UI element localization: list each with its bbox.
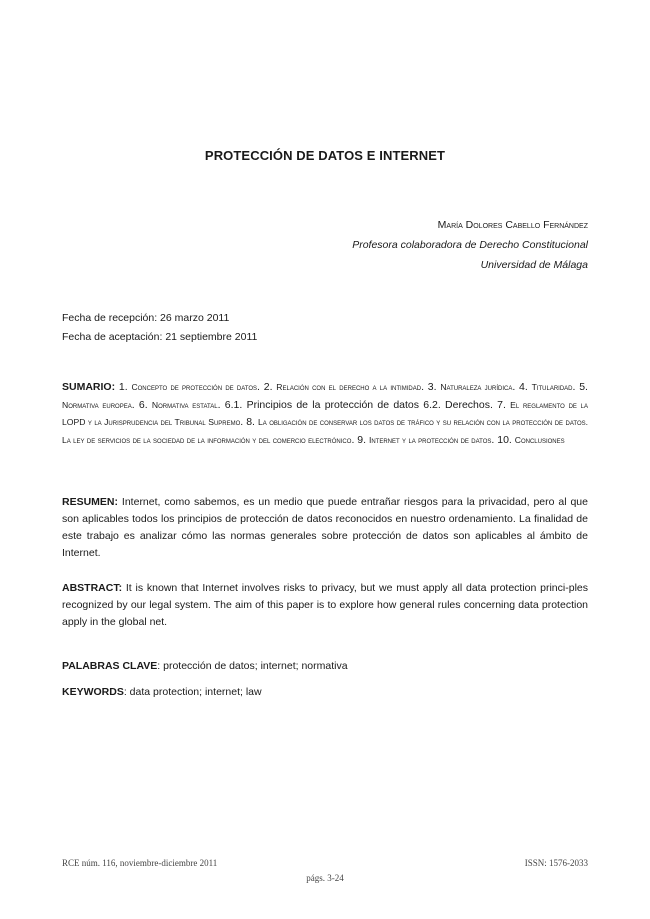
accepted-date: Fecha de aceptación: 21 septiembre 2011 — [62, 331, 258, 343]
author-position: Profesora colaboradora de Derecho Constitucional — [352, 239, 588, 251]
sumario-paragraph — [62, 379, 588, 449]
sumario-text: . 8. — [240, 416, 258, 428]
sumario-text: . 6.1. Principios de la protección de datos 6.2. Derechos. 7. — [217, 398, 511, 411]
keywords-line — [62, 686, 262, 698]
sumario-text: . 4. — [512, 381, 532, 393]
sumario-text: . 6. — [131, 398, 152, 411]
sumario-section: Conclusiones — [514, 434, 565, 445]
author-name: María Dolores Cabello Fernández — [437, 219, 588, 231]
sumario-section: El reglamento de la LOPD y la Jurisprudencia del Tribunal Supremo — [62, 399, 588, 427]
abstract-label: ABSTRACT: — [62, 582, 123, 594]
paper-title: PROTECCIÓN DE DATOS E INTERNET — [204, 148, 446, 163]
abstract-paragraph — [62, 580, 588, 631]
footer-issn: ISSN: 1576-2033 — [524, 858, 588, 868]
keywords-text: : data protection; internet; law — [123, 686, 262, 698]
sumario-section: Normativa estatal — [151, 399, 218, 410]
dates-block — [62, 309, 257, 347]
author-block — [352, 215, 588, 275]
palabras-clave-label: PALABRAS CLAVE — [62, 660, 158, 672]
sumario-section: Internet y la protección de datos — [368, 434, 492, 445]
sumario-text: . 10. — [491, 433, 515, 446]
abstract-text: It is known that Internet involves risks to privacy, but we must apply all data protection princi-ples recognized by our legal system. The aim of this paper is to explore how general rules concerning data protection apply in the global net. — [62, 582, 588, 628]
sumario-section: Normativa europea — [62, 399, 132, 410]
footer-pages: págs. 3-24 — [306, 873, 344, 883]
sumario-text: . 3. — [421, 381, 441, 393]
palabras-clave-line — [62, 660, 348, 672]
palabras-clave-text: : protección de datos; internet; normativa — [157, 660, 348, 672]
sumario-section: Titularidad — [531, 382, 573, 392]
author-institution: Universidad de Málaga — [480, 259, 588, 271]
sumario-text: 1. — [115, 381, 132, 393]
resumen-label: RESUMEN: — [62, 496, 119, 508]
footer-journal: RCE núm. 116, noviembre-diciembre 2011 — [62, 858, 218, 868]
sumario-section: La obligación de conservar los datos de tráfico y su relación con la protección de datos. La ley de servicios de la sociedad de la información y del comercio electrónico — [62, 417, 588, 445]
keywords-label: KEYWORDS — [62, 686, 124, 698]
sumario-label: SUMARIO: — [62, 381, 116, 393]
sumario-text: . 9. — [351, 433, 369, 446]
sumario-section: Relación con el derecho a la intimidad — [276, 382, 422, 392]
sumario-section: Naturaleza jurídica — [440, 382, 513, 392]
sumario-text: . 2. — [257, 381, 277, 393]
received-date: Fecha de recepción: 26 marzo 2011 — [62, 312, 230, 324]
sumario-section: Concepto de protección de datos — [131, 382, 258, 392]
resumen-text: Internet, como sabemos, es un medio que puede entrañar riesgos para la privacidad, pero al que son aplicables todos los principios de protección de datos reconocidos en nuestro ordenamiento. La finalidad de este trabajo es analizar cómo las normas generales sobre protección de datos son aplicables al ámbito de Internet. — [62, 496, 588, 559]
sumario-text: . 5. — [572, 381, 588, 393]
resumen-paragraph — [62, 494, 588, 562]
